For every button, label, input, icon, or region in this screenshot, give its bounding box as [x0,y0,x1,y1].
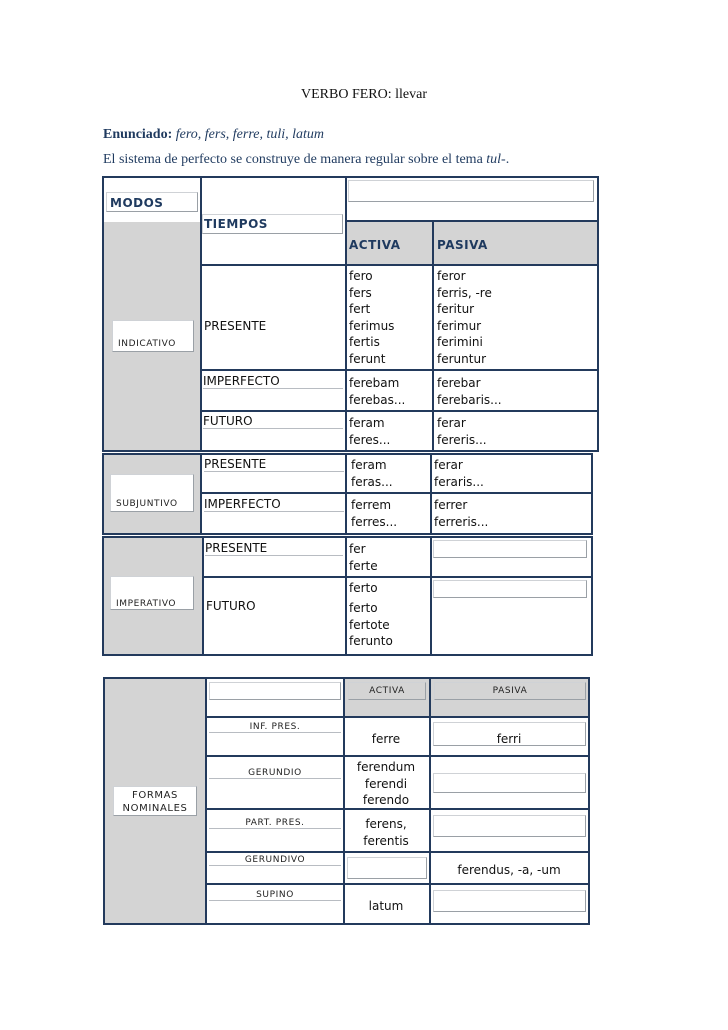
subjuntivo-label: SUBJUNTIVO [116,499,178,509]
subjuntivo-imperfecto-pasiva: ferrer ferreris... [434,498,489,529]
modos-header: MODOS [110,196,164,210]
row-supino-activa: latum [368,899,404,913]
row-inf-pres-name: INF. PRES. [209,722,341,733]
subjuntivo-imperfecto-tense: IMPERFECTO [204,497,344,512]
perfecto-note [103,152,509,168]
subjuntivo-imperfecto-activa: ferrem ferres... [351,498,398,529]
pasiva-header: PASIVA [437,238,488,252]
enunciado-value: fero, fers, ferre, tuli, latum [175,127,325,142]
row-inf-pres-activa: ferre [371,732,401,746]
imperativo-presente-tense: PRESENTE [205,541,343,556]
perfecto-note-text: El sistema de perfecto se construye de manera regular sobre el tema [103,152,487,167]
indicativo-presente-pasiva: feror ferris, -re feritur ferimur ferimini feruntur [437,269,492,366]
row-gerundivo-name: GERUNDIVO [209,855,341,866]
enunciado-line [103,127,324,143]
perfecto-tema: tul- [486,152,506,167]
row-supino-name: SUPINO [209,890,341,901]
indicativo-imperfecto-pasiva: ferebar ferebaris... [437,376,502,407]
row-inf-pres-pasiva: ferri [496,732,522,746]
tiempos-header: TIEMPOS [204,217,268,231]
subjuntivo-presente-tense: PRESENTE [204,457,344,472]
imperativo-futuro-activa-top: ferto [349,581,378,595]
row-gerundio-activa: ferendum ferendi ferendo [356,760,416,807]
imperativo-futuro-activa: ferto fertote ferunto [349,601,393,648]
row-part-pres-name: PART. PRES. [209,818,341,829]
perfecto-note-end: . [505,152,510,167]
indicativo-imperfecto-activa: ferebam ferebas... [349,376,406,407]
imperativo-label: IMPERATIVO [116,599,177,609]
row-gerundivo-pasiva: ferendus, -a, -um [457,863,561,877]
indicativo-label: INDICATIVO [118,339,176,349]
enunciado-label: Enunciado: [103,127,173,142]
indicativo-futuro-pasiva: ferar fereris... [437,416,487,447]
subjuntivo-presente-pasiva: ferar feraris... [434,458,484,489]
row-gerundio-name: GERUNDIO [209,768,341,779]
activa-header: ACTIVA [349,238,401,252]
indicativo-futuro-activa: feram feres... [349,416,391,447]
indicativo-futuro-tense: FUTURO [203,414,343,429]
subjuntivo-presente-activa: feram feras... [351,458,393,489]
row-part-pres-activa: ferens, ferentis [363,817,409,848]
imperativo-futuro-tense: FUTURO [206,599,256,613]
indicativo-presente-activa: fero fers fert ferimus fertis ferunt [349,269,395,366]
formas-activa-header: ACTIVA [369,686,405,696]
indicativo-imperfecto-tense: IMPERFECTO [203,374,343,389]
page-title: VERBO FERO: llevar [301,87,427,102]
formas-nominales-label: FORMAS NOMINALES [122,790,188,814]
imperativo-presente-activa: fer ferte [349,542,378,573]
formas-pasiva-header: PASIVA [492,686,528,696]
indicativo-presente-tense: PRESENTE [204,319,267,333]
